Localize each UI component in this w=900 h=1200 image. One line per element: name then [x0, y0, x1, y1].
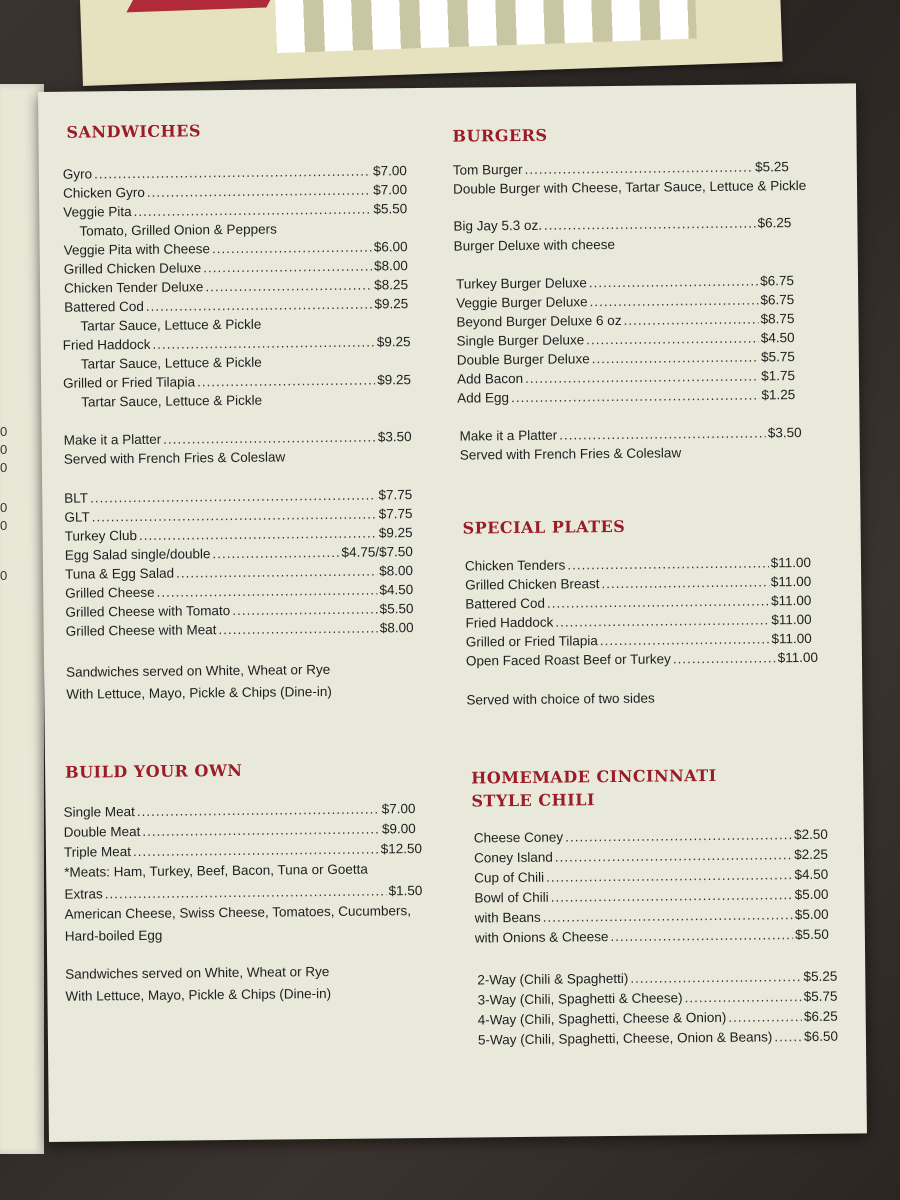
- menu-item: Open Faced Roast Beef or Turkey ..... $11.00: [466, 649, 818, 671]
- item-description: Served with French Fries & Coleslaw: [63, 449, 286, 467]
- menu-item: Grilled Cheese with Tomato ..... $5.50: [65, 600, 413, 622]
- left-mark: 0: [0, 442, 8, 457]
- sandwich-serving-note: With Lettuce, Mayo, Pickle & Chips (Dine-in): [66, 683, 332, 702]
- menu-item: Grilled Cheese with Meat ..... $8.00: [66, 619, 414, 641]
- menu-item: Veggie Pita with Cheese ..... $6.00: [64, 238, 408, 260]
- menu-item: Egg Salad single/double ..... $4.75/$7.50: [65, 543, 413, 565]
- menu-item: Single Burger Deluxe ..... $4.50: [457, 329, 795, 351]
- left-mark: 0: [0, 500, 8, 515]
- menu-item: Grilled Chicken Deluxe ..... $8.00: [64, 257, 408, 279]
- menu-item: with Beans ..... $5.00: [475, 906, 829, 928]
- menu-item: GLT ..... $7.75: [64, 505, 412, 527]
- menu-item: Grilled Cheese ..... $4.50: [65, 581, 413, 603]
- menu-item: Double Meat ..... $9.00: [64, 820, 416, 842]
- menu-page: [38, 83, 867, 1142]
- extras-note: Hard-boiled Egg: [64, 927, 163, 944]
- menu-item: Make it a Platter ..... $3.50: [64, 428, 412, 450]
- item-description: Tomato, Grilled Onion & Peppers: [79, 221, 277, 239]
- left-column: [56, 88, 423, 1004]
- decorative-stripes: [275, 0, 697, 53]
- menu-item: Grilled or Fried Tilapia ..... $9.25: [63, 371, 411, 393]
- menu-item: Chicken Tenders ..... $11.00: [465, 554, 811, 576]
- chili-title-line-1: HOMEMADE CINCINNATI: [471, 765, 717, 788]
- menu-item: Big Jay 5.3 oz. ..... $6.25: [453, 214, 791, 236]
- left-mark: 0: [0, 518, 8, 533]
- build-serving-note: With Lettuce, Mayo, Pickle & Chips (Dine-in): [65, 985, 332, 1004]
- menu-item: Single Meat ..... $7.00: [63, 800, 415, 822]
- left-mark: 0: [0, 460, 8, 475]
- menu-item: Add Egg ..... $1.25: [457, 386, 795, 408]
- menu-item: Chicken Tender Deluxe ..... $8.25: [64, 276, 408, 298]
- right-column: [448, 84, 839, 1048]
- menu-item: Tom Burger ..... $5.25: [453, 158, 789, 180]
- sandwich-serving-note: Sandwiches served on White, Wheat or Rye: [65, 661, 331, 680]
- menu-item: Coney Island ..... $2.25: [474, 846, 828, 868]
- left-mark: 0: [0, 568, 8, 583]
- menu-item: Extras ..... $1.50: [64, 882, 422, 904]
- item-description: Tartar Sauce, Lettuce & Pickle: [80, 316, 262, 334]
- menu-item: Battered Cod ..... $9.25: [64, 295, 408, 317]
- item-description: Burger Deluxe with cheese: [453, 236, 616, 254]
- menu-item: Veggie Pita ..... $5.50: [63, 200, 407, 222]
- item-description: Tartar Sauce, Lettuce & Pickle: [80, 354, 262, 372]
- burgers-title: BURGERS: [452, 125, 548, 146]
- item-description: Double Burger with Cheese, Tartar Sauce, Lettuce & Pickle: [452, 177, 807, 197]
- special-plates-note: Served with choice of two sides: [466, 690, 655, 708]
- build-serving-note: Sandwiches served on White, Wheat or Rye: [65, 963, 330, 982]
- menu-item: 3-Way (Chili, Spaghetti & Cheese) ..... $5.75: [477, 988, 837, 1010]
- menu-item: Turkey Burger Deluxe ..... $6.75: [456, 272, 794, 294]
- item-description: Served with French Fries & Coleslaw: [459, 445, 682, 463]
- menu-item: Make it a Platter ..... $3.50: [460, 424, 802, 446]
- build-your-own-title: BUILD YOUR OWN: [65, 760, 243, 782]
- adjacent-menu-page: [0, 84, 44, 1154]
- menu-item: Grilled Chicken Breast ..... $11.00: [465, 573, 811, 595]
- menu-item: Veggie Burger Deluxe ..... $6.75: [456, 291, 794, 313]
- meats-note: *Meats: Ham, Turkey, Beef, Bacon, Tuna or Goetta: [64, 861, 368, 880]
- menu-item: Cheese Coney ..... $2.50: [474, 826, 828, 848]
- menu-item: Beyond Burger Deluxe 6 oz ..... $8.75: [456, 310, 794, 332]
- item-description: Tartar Sauce, Lettuce & Pickle: [81, 392, 263, 410]
- menu-item: Triple Meat ..... $12.50: [64, 840, 422, 862]
- menu-item: 4-Way (Chili, Spaghetti, Cheese & Onion) ..... $6.25: [478, 1008, 838, 1030]
- menu-item: Fried Haddock ..... $11.00: [465, 611, 811, 633]
- menu-item: Cup of Chili ..... $4.50: [474, 866, 828, 888]
- menu-item: Gyro ..... $7.00: [63, 162, 407, 184]
- background-menu-paper: [80, 0, 783, 86]
- menu-item: 5-Way (Chili, Spaghetti, Cheese, Onion & Beans) ..... $6.50: [478, 1028, 838, 1050]
- left-page-marks: [0, 424, 10, 586]
- menu-item: Chicken Gyro ..... $7.00: [63, 181, 407, 203]
- menu-item: Battered Cod ..... $11.00: [465, 592, 811, 614]
- extras-note: American Cheese, Swiss Cheese, Tomatoes, Cucumbers,: [64, 903, 412, 922]
- sandwiches-title: SANDWICHES: [66, 121, 202, 142]
- menu-item: 2-Way (Chili & Spaghetti) ..... $5.25: [477, 968, 837, 990]
- left-mark: 0: [0, 424, 8, 439]
- decorative-red-stripe: [126, 0, 274, 12]
- menu-item: with Onions & Cheese ..... $5.50: [475, 926, 829, 948]
- menu-item: Turkey Club ..... $9.25: [65, 524, 413, 546]
- menu-item: Fried Haddock ..... $9.25: [63, 333, 411, 355]
- menu-item: Grilled or Fried Tilapia ..... $11.00: [466, 630, 812, 652]
- chili-title-line-2: STYLE CHILI: [471, 790, 596, 811]
- special-plates-title: SPECIAL PLATES: [462, 516, 626, 538]
- menu-item: Bowl of Chili ..... $5.00: [474, 886, 828, 908]
- menu-item: BLT ..... $7.75: [64, 486, 412, 508]
- menu-item: Double Burger Deluxe ..... $5.75: [457, 348, 795, 370]
- menu-item: Add Bacon ..... $1.75: [457, 367, 795, 389]
- menu-item: Tuna & Egg Salad ..... $8.00: [65, 562, 413, 584]
